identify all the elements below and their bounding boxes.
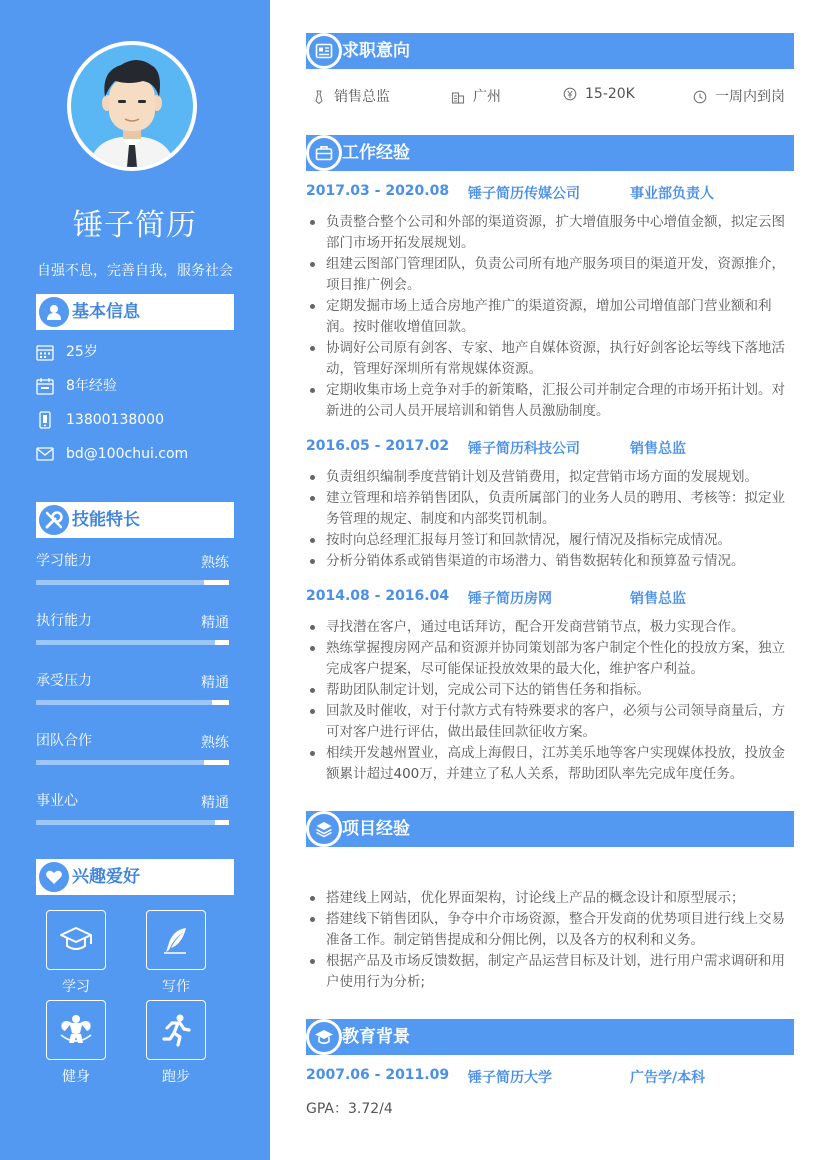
skill-bar	[36, 760, 204, 765]
education-title: 教育背景	[342, 1027, 410, 1047]
list-item: 按时向总经理汇报每月签订和回款情况，履行情况及指标完成情况。	[306, 530, 794, 551]
project-bullets	[306, 888, 794, 993]
tie-icon	[312, 90, 326, 104]
clock-icon	[693, 90, 707, 104]
intent-city-value: 广州	[473, 89, 501, 105]
wrench-icon	[36, 502, 72, 538]
job-period: 2017.03 - 2020.08	[306, 183, 450, 199]
job-role: 事业部负责人	[630, 186, 714, 202]
skill-name: 学习能力	[36, 553, 92, 569]
phone-icon	[36, 411, 54, 429]
calendar-icon	[36, 343, 54, 361]
education-gpa: GPA：3.72/4	[306, 1101, 393, 1117]
skill-item	[36, 730, 229, 770]
muscle-icon	[58, 1013, 94, 1047]
user-icon	[36, 294, 72, 330]
avatar-illustration	[71, 45, 193, 167]
job-bullets	[306, 467, 794, 572]
skill-level: 精通	[201, 615, 229, 631]
basic-info-title: 基本信息	[72, 302, 140, 322]
list-item: 寻找潜在客户，通过电话拜访，配合开发商营销节点，极力实现合作。	[306, 617, 794, 638]
skills-title: 技能特长	[72, 510, 140, 530]
heart-icon	[36, 859, 72, 895]
quill-icon	[160, 924, 192, 956]
intent-position-value: 销售总监	[334, 89, 390, 105]
skills-header	[36, 502, 234, 538]
age-value: 25岁	[66, 344, 98, 360]
skill-name: 执行能力	[36, 613, 92, 629]
graduation-cap-icon	[59, 925, 93, 955]
building-icon	[451, 90, 465, 104]
job-company: 锤子简历科技公司	[468, 441, 580, 457]
project-experience-title: 项目经验	[342, 819, 410, 839]
sidebar	[0, 0, 270, 1160]
intent-availability-value: 一周内到岗	[715, 89, 785, 105]
list-item: 搭建线上网站，优化界面架构，讨论线上产品的概念设计和原型展示；	[306, 888, 794, 909]
intent-availability	[693, 86, 785, 108]
intent-position	[312, 86, 390, 108]
job-role: 销售总监	[630, 441, 686, 457]
list-item: 回款及时催收，对于付款方式有特殊要求的客户，必须与公司领导商量后，方可对客户进行评估，做出最佳回款征收方案。	[306, 701, 794, 743]
job-bullets	[306, 212, 794, 422]
skill-bar	[36, 820, 215, 825]
hobby-running	[146, 1000, 206, 1086]
briefcase-icon	[306, 135, 342, 171]
hobby-label: 学习	[62, 979, 90, 995]
hobby-writing	[146, 910, 206, 996]
id-card-icon	[306, 33, 342, 69]
skill-item	[36, 790, 229, 830]
graduation-cap-icon	[306, 1019, 342, 1055]
intent-city	[451, 86, 501, 108]
list-item: 分析分销体系或销售渠道的市场潜力、销售数据转化和预算盈亏情况。	[306, 551, 794, 572]
runner-icon	[160, 1013, 192, 1047]
job-bullets	[306, 617, 794, 785]
hobby-study	[46, 910, 106, 996]
list-item: 定期收集市场上竞争对手的新策略，汇报公司并制定合理的市场开拓计划。对新进的公司人员开展培训和销售人员激励制度。	[306, 380, 794, 422]
job-intent-header	[306, 33, 794, 69]
yen-icon	[563, 87, 577, 101]
experience-value: 8年经验	[66, 378, 117, 394]
intent-salary-value: 15-20K	[585, 86, 635, 102]
skill-item	[36, 670, 229, 710]
education-school: 锤子简历大学	[468, 1070, 552, 1086]
skill-level: 熟练	[201, 555, 229, 571]
skill-item	[36, 610, 229, 650]
job-role: 销售总监	[630, 591, 686, 607]
hobby-label: 健身	[62, 1069, 90, 1085]
hobby-label: 跑步	[162, 1069, 190, 1085]
hobbies-title: 兴趣爱好	[72, 867, 140, 887]
email-value[interactable]: bd@100chui.com	[66, 446, 189, 462]
skill-item	[36, 550, 229, 590]
skill-name: 事业心	[36, 793, 78, 809]
mail-icon	[36, 445, 54, 463]
job-company: 锤子简历房网	[468, 591, 552, 607]
list-item: 负责组织编制季度营销计划及营销费用，拟定营销市场方面的发展规划。	[306, 467, 794, 488]
education-header	[306, 1019, 794, 1055]
list-item: 建立管理和培养销售团队，负责所属部门的业务人员的聘用、考核等：拟定业务管理的规定、制度和内部奖罚机制。	[306, 488, 794, 530]
profile-name: 锤子简历	[73, 208, 197, 243]
skill-bar	[36, 580, 204, 585]
skill-level: 精通	[201, 795, 229, 811]
list-item: 负责整合整个公司和外部的渠道资源，扩大增值服务中心增值金额，拟定云图部门市场开拓发展规划。	[306, 212, 794, 254]
work-experience-header	[306, 135, 794, 171]
project-experience-header	[306, 811, 794, 847]
list-item: 搭建线下销售团队，争夺中介市场资源，整合开发商的优势项目进行线上交易准备工作。制定销售提成和分佣比例，以及各方的权利和义务。	[306, 909, 794, 951]
skill-level: 熟练	[201, 735, 229, 751]
list-item: 帮助团队制定计划，完成公司下达的销售任务和指标。	[306, 680, 794, 701]
skill-bar	[36, 640, 215, 645]
skill-level: 精通	[201, 675, 229, 691]
list-item: 定期发掘市场上适合房地产推广的渠道资源，增加公司增值部门营业额和利润。按时催收增值回款。	[306, 296, 794, 338]
list-item: 熟练掌握搜房网产品和资源并协同策划部为客户制定个性化的投放方案，独立完成客户提案，尽可能保证投放效果的最大化，维护客户利益。	[306, 638, 794, 680]
job-intent-title: 求职意向	[342, 41, 410, 61]
hobby-label: 写作	[162, 979, 190, 995]
education-period: 2007.06 - 2011.09	[306, 1067, 450, 1083]
basic-info-header	[36, 294, 234, 330]
avatar	[67, 41, 197, 171]
hobbies-header	[36, 859, 234, 895]
layers-icon	[306, 811, 342, 847]
job-period: 2016.05 - 2017.02	[306, 438, 450, 454]
education-major: 广告学/本科	[630, 1070, 706, 1086]
intent-salary	[563, 86, 635, 108]
calendar-icon	[36, 377, 54, 395]
skill-name: 承受压力	[36, 673, 92, 689]
skill-name: 团队合作	[36, 733, 92, 749]
hobby-fitness	[46, 1000, 106, 1086]
phone-value: 13800138000	[66, 412, 164, 428]
list-item: 协调好公司原有剑客、专家、地产自媒体资源，执行好剑客论坛等线下落地活动，管理好深圳所有常规媒体资源。	[306, 338, 794, 380]
job-period: 2014.08 - 2016.04	[306, 588, 450, 604]
job-company: 锤子简历传媒公司	[468, 186, 580, 202]
list-item: 根据产品及市场反馈数据，制定产品运营目标及计划，进行用户需求调研和用户使用行为分析;	[306, 951, 794, 993]
skill-bar	[36, 700, 212, 705]
list-item: 组建云图部门管理团队，负责公司所有地产服务项目的渠道开发，资源推介，项目推广例会。	[306, 254, 794, 296]
profile-motto: 自强不息，完善自我，服务社会	[37, 263, 233, 279]
work-experience-title: 工作经验	[342, 143, 410, 163]
list-item: 相续开发越州置业，高成上海假日，江苏美乐地等客户实现媒体投放，投放金额累计超过400万，并建立了私人关系，帮助团队率先完成年度任务。	[306, 743, 794, 785]
